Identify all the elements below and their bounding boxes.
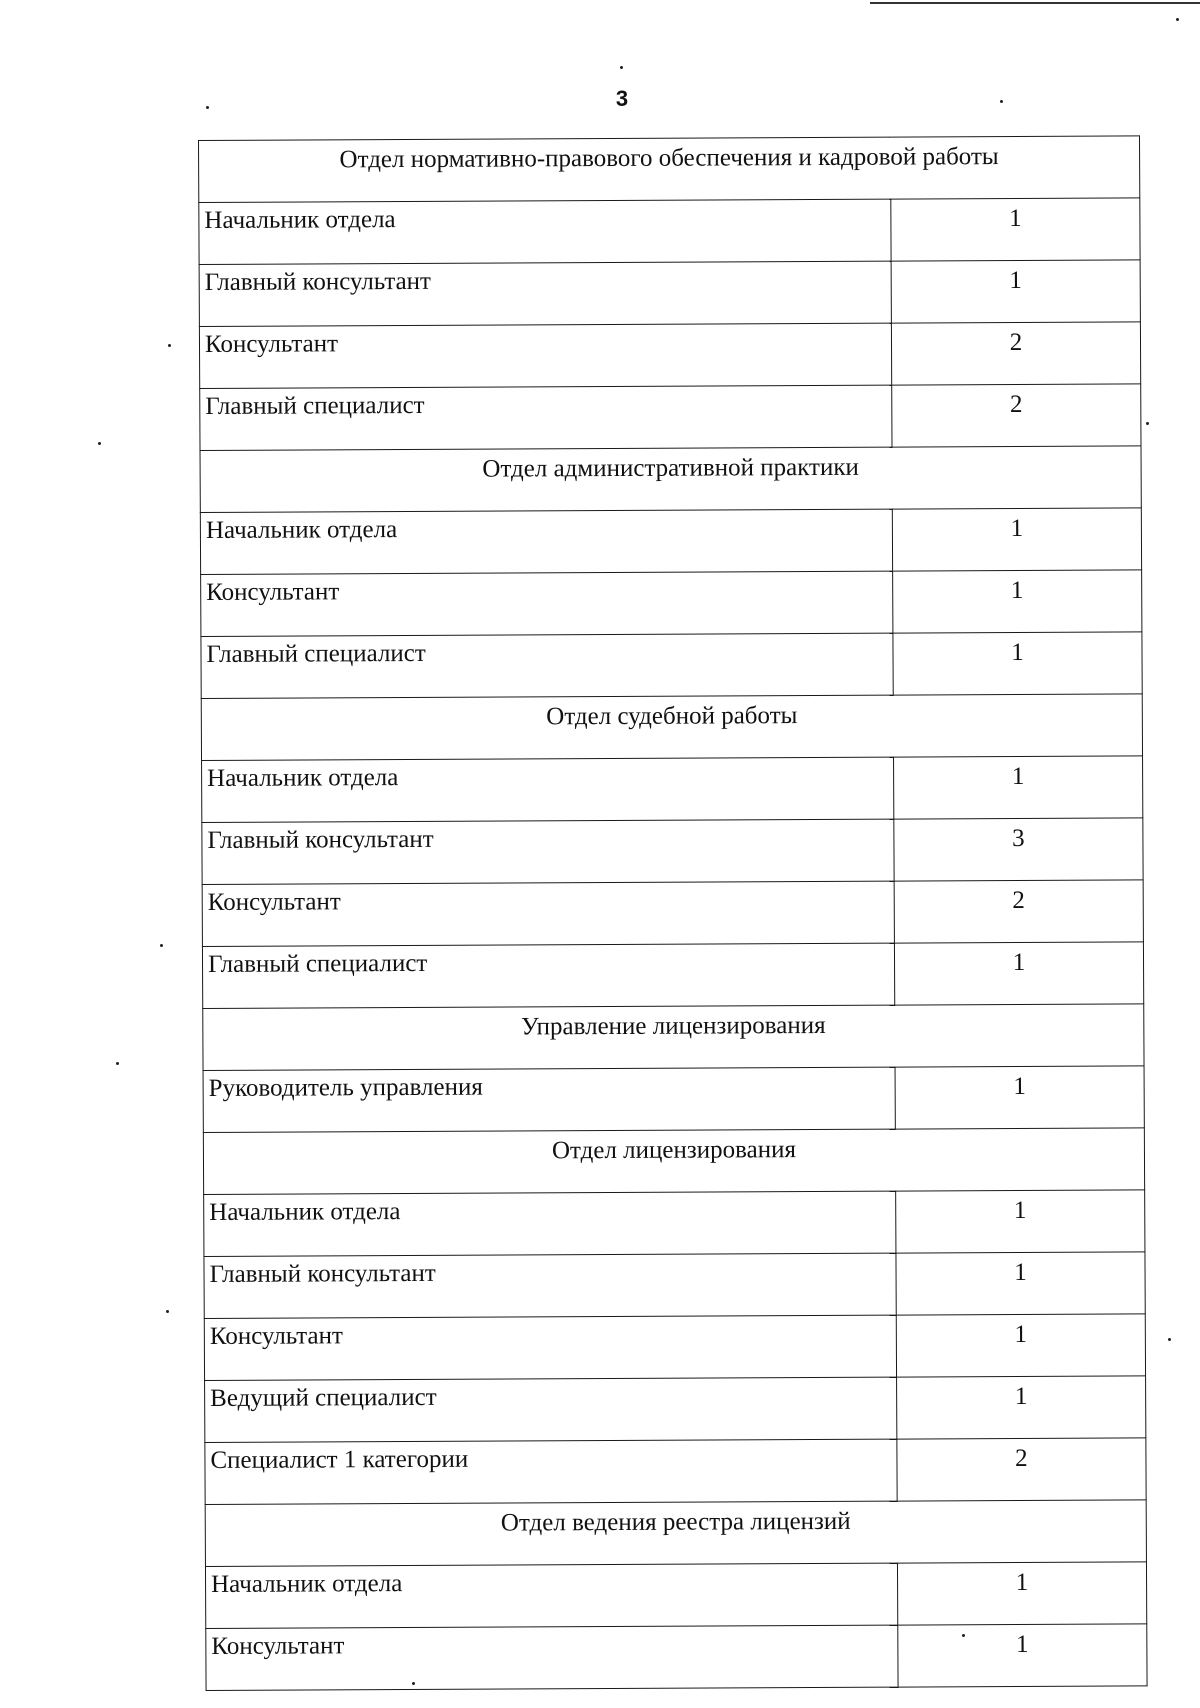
- position-title: Консультант: [199, 323, 891, 388]
- section-header-row: [199, 136, 1140, 203]
- table-row: [205, 1376, 1146, 1443]
- scan-speck: [620, 66, 623, 69]
- section-title: Управление лицензирования: [203, 1004, 1144, 1071]
- position-title: Начальник отдела: [205, 1563, 897, 1628]
- scan-artifact-line: [870, 2, 1200, 4]
- position-count: 1: [891, 260, 1140, 323]
- position-count: 3: [894, 818, 1143, 881]
- position-count: 1: [895, 1190, 1144, 1253]
- position-count: 1: [892, 508, 1141, 571]
- section-title: Отдел нормативно-правового обеспечения и кадровой работы: [199, 136, 1140, 203]
- section-header-row: [203, 1004, 1144, 1071]
- scan-speck: [160, 944, 163, 947]
- table-row: [199, 260, 1140, 327]
- position-title: Начальник отдела: [204, 1191, 896, 1256]
- position-title: Главный консультант: [202, 819, 894, 884]
- position-title: Консультант: [202, 881, 894, 946]
- section-title: Отдел судебной работы: [201, 694, 1142, 761]
- position-count: 2: [897, 1438, 1146, 1501]
- table-row: [202, 880, 1143, 947]
- position-count: 1: [895, 1066, 1144, 1129]
- position-title: Главный специалист: [200, 385, 892, 450]
- section-header-row: [200, 446, 1141, 513]
- table-row: [202, 818, 1143, 885]
- position-count: 2: [892, 384, 1141, 447]
- position-count: 2: [891, 322, 1140, 385]
- table-row: [204, 1190, 1145, 1257]
- table-row: [199, 322, 1140, 389]
- position-title: Консультант: [204, 1315, 896, 1380]
- position-title: Главный консультант: [204, 1253, 896, 1318]
- table-row: [200, 384, 1141, 451]
- page-number: 3: [615, 86, 629, 111]
- position-title: Начальник отдела: [202, 757, 894, 822]
- position-title: Ведущий специалист: [205, 1377, 897, 1442]
- table-row: [201, 632, 1142, 699]
- table-row: [203, 1066, 1144, 1133]
- staffing-table: [198, 135, 1148, 1691]
- table-row: [206, 1624, 1147, 1691]
- position-count: 1: [894, 942, 1143, 1005]
- position-title: Главный специалист: [202, 943, 894, 1008]
- position-count: 1: [893, 756, 1142, 819]
- scan-speck: [1168, 1338, 1171, 1341]
- position-count: 1: [897, 1562, 1146, 1625]
- position-count: 1: [896, 1376, 1145, 1439]
- scan-speck: [166, 1310, 169, 1313]
- section-header-row: [205, 1500, 1146, 1567]
- table-row: [201, 570, 1142, 637]
- table-row: [202, 942, 1143, 1009]
- table-row: [204, 1252, 1145, 1319]
- section-title: Отдел лицензирования: [203, 1128, 1144, 1195]
- position-count: 1: [891, 198, 1140, 261]
- staffing-table-body: [199, 136, 1148, 1691]
- scan-speck: [1146, 422, 1149, 425]
- position-title: Начальник отдела: [200, 509, 892, 574]
- scan-speck: [116, 1062, 119, 1065]
- position-title: Консультант: [206, 1625, 898, 1690]
- table-row: [205, 1438, 1146, 1505]
- position-count: 1: [896, 1252, 1145, 1315]
- section-header-row: [203, 1128, 1144, 1195]
- table-row: [202, 756, 1143, 823]
- position-count: 1: [896, 1314, 1145, 1377]
- scan-speck: [98, 442, 101, 445]
- position-title: Специалист 1 категории: [205, 1439, 897, 1504]
- section-title: Отдел ведения реестра лицензий: [205, 1500, 1146, 1567]
- table-row: [199, 198, 1140, 265]
- table-row: [200, 508, 1141, 575]
- position-title: Начальник отдела: [199, 199, 891, 264]
- position-count: 1: [898, 1624, 1147, 1687]
- position-count: 2: [894, 880, 1143, 943]
- position-count: 1: [892, 570, 1141, 633]
- table-row: [204, 1314, 1145, 1381]
- position-count: 1: [893, 632, 1142, 695]
- section-header-row: [201, 694, 1142, 761]
- section-title: Отдел административной практики: [200, 446, 1141, 513]
- scan-speck: [168, 344, 171, 347]
- position-title: Консультант: [201, 571, 893, 636]
- position-title: Главный специалист: [201, 633, 893, 698]
- position-title: Руководитель управления: [203, 1067, 895, 1132]
- scan-speck: [1176, 18, 1179, 21]
- table-row: [205, 1562, 1146, 1629]
- position-title: Главный консультант: [199, 261, 891, 326]
